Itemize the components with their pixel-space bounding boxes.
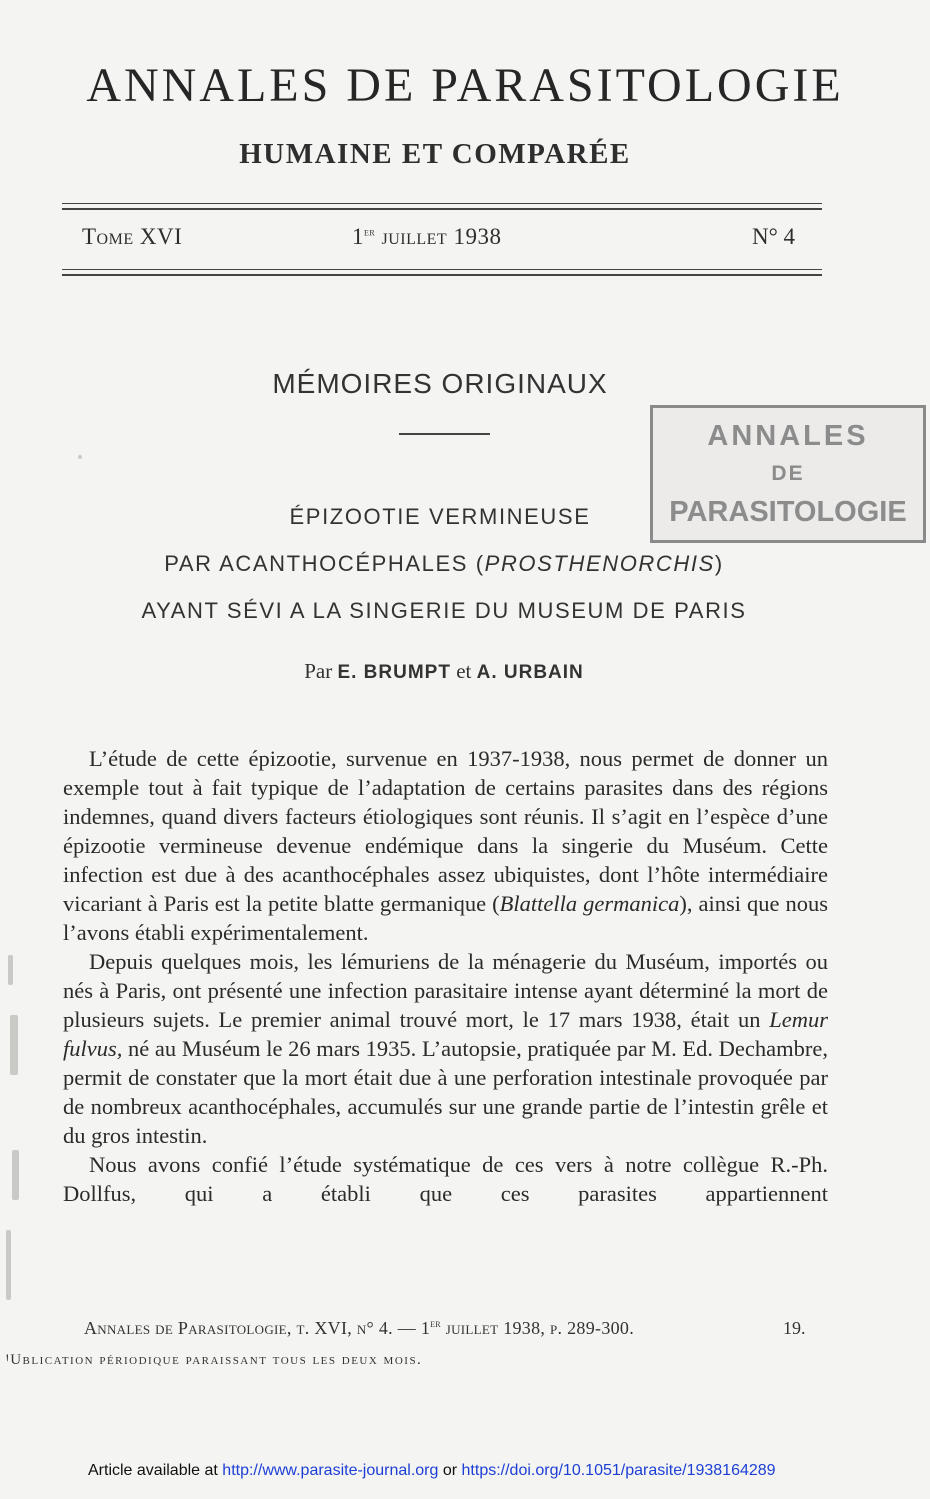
article-body [63,744,828,1208]
journal-subtitle: HUMAINE ET COMPARÉE [239,138,631,170]
paragraph-2-species: Lemur fulvus, [63,1007,828,1061]
footer-reference-a: Annales de Parasitologie, t. XVI, n° 4. — 1 [84,1318,431,1338]
paragraph-1 [63,744,828,947]
stamp-line-3: PARASITOLOGIE [669,496,907,528]
paragraph-3: Nous avons confié l’étude systématique de ces vers à notre collègue R.-Ph. Dollfus, qui a établi que ces parasites appartiennent [63,1152,828,1206]
scan-mark [78,455,82,459]
publication-note: ꞋUblication périodique paraissant tous les deux mois. [6,1352,423,1368]
stamp-line-1: ANNALES [707,420,869,452]
paragraph-1-b: ), ainsi que nous l’avons établi expérimentalement. [63,891,829,945]
footer-reference-b: juillet 1938, p. 289-300. [440,1318,635,1338]
byline-par: Par [304,659,338,683]
section-divider [399,433,490,435]
issue-number: N° 4 [752,224,796,249]
section-heading: MÉMOIRES ORIGINAUX [272,368,608,399]
footer-reference-sup: er [430,1318,441,1330]
byline-et: et [450,659,477,683]
article-title-line-2-b: ) [714,551,724,576]
scan-mark [10,1015,18,1075]
header-rule-top [62,203,822,210]
doi-link[interactable]: https://doi.org/10.1051/parasite/1938164289 [461,1462,776,1479]
issue-date-rest: juillet 1938 [375,224,502,249]
scan-mark [12,1150,19,1200]
availability-prefix: Article available at [88,1462,223,1479]
scan-mark [6,1230,11,1300]
author-1: E. BRUMPT [337,662,451,683]
article-title-genus: PROSTHENORCHIS [484,551,715,576]
scan-mark [8,955,13,985]
author-2: A. URBAIN [476,662,584,683]
journal-title: ANNALES DE PARASITOLOGIE [86,59,844,112]
article-title-line-2-a: PAR ACANTHOCÉPHALES ( [164,551,485,576]
article-title-line-1: ÉPIZOOTIE VERMINEUSE [289,504,591,529]
footer-reference [84,1318,634,1339]
issue-date [352,224,501,250]
article-title-line-3: AYANT SÉVI A LA SINGERIE DU MUSEUM DE PARIS [141,598,747,623]
paragraph-2 [63,947,828,1150]
journal-link[interactable]: http://www.parasite-journal.org [222,1462,439,1479]
paragraph-2-b: né au Muséum le 26 mars 1935. L’autopsie, pratiquée par M. Ed. Dechambre, permit de constater que la mort était due à une perforation intestinale provoquée par de nombreux acanthocéphales, accumulés sur une grande partie de l’intestin grêle et du gros intestin. [63,1036,828,1148]
paragraph-1-species: Blattella germanica [499,891,680,916]
issue-date-sup: er [364,224,376,239]
header-rule-bottom [62,269,822,276]
page-number: 19. [783,1318,806,1338]
issue-date-day: 1 [352,224,364,249]
paragraph-1-a: L’étude de cette épizootie, survenue en 1937-1938, nous permet de donner un exemple tout à fait typique de l’adaptation de certains parasites dans des régions indemnes, quand divers facteurs étiologiques sont réunis. Il s’agit en l’espèce d’une épizootie vermineuse devenue endémique dans la singerie du Muséum. Cette infection est due à des acanthocéphales assez ubiquistes, dont l’hôte intermédiaire vicariant à Paris est la petite blatte germanique ( [63,746,828,916]
volume-label: Tome XVI [82,224,183,249]
stamp-line-2: DE [771,462,805,485]
paragraph-2-a: Depuis quelques mois, les lémuriens de la ménagerie du Muséum, importés ou nés à Paris, ont présenté une infection parasitaire intense ayant déterminé la mort de plusieurs sujets. Le premier animal trouvé mort, le 17 mars 1938, était un [63,949,828,1032]
availability-middle: or [438,1462,462,1479]
article-availability [88,1462,776,1480]
byline [0,659,888,684]
article-title-line-2 [0,551,888,577]
